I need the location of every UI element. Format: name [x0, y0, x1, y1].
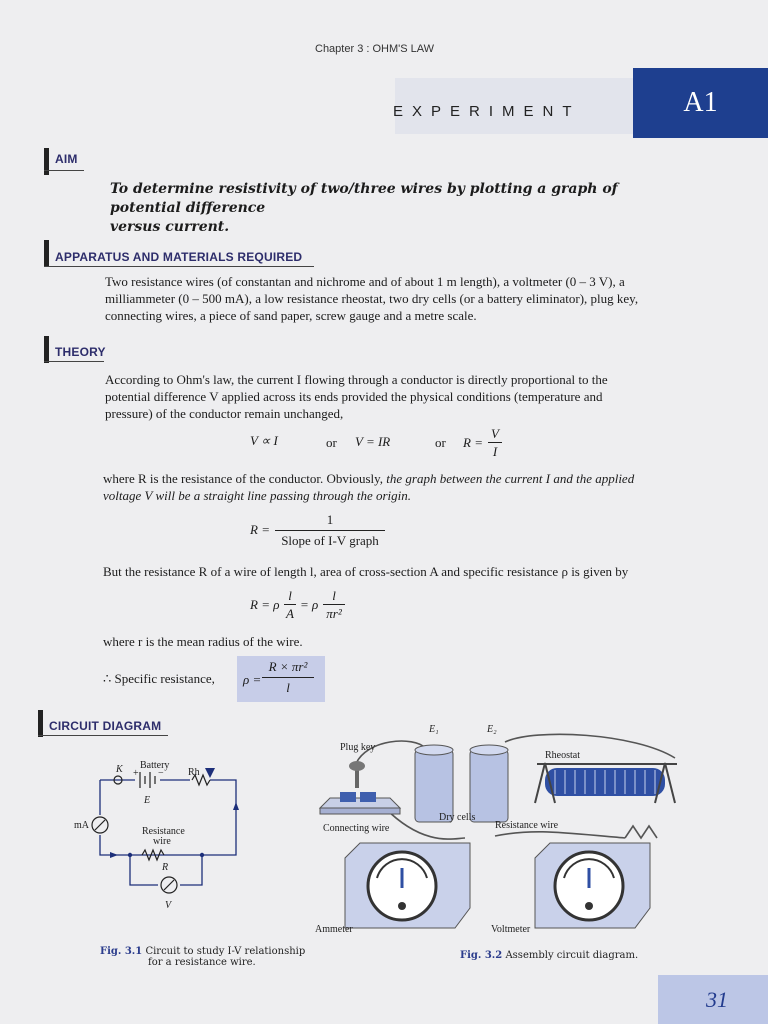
fraction-numerator: l [288, 588, 292, 603]
fraction-bar [275, 530, 385, 531]
aim-text [110, 180, 680, 237]
label-k: K [116, 764, 123, 775]
fraction-numerator: R × πr² [268, 659, 308, 674]
circuit-heading: CIRCUIT DIAGRAM [49, 719, 162, 733]
equation-resistance: R = ρ [250, 597, 280, 612]
experiment-label: EXPERIMENT [393, 103, 581, 120]
chapter-header: Chapter 3 : OHM'S LAW [315, 43, 435, 55]
figure-number: Fig. 3.2 [460, 950, 503, 961]
label-resistance: Resistance [142, 826, 185, 837]
theory-paragraph-2 [103, 470, 723, 504]
label-e: E [144, 795, 151, 806]
dry-cells [415, 745, 508, 822]
fraction-denominator: πr² [326, 606, 342, 621]
circuit-schematic [70, 750, 270, 910]
theory-paragraph-1 [105, 371, 720, 422]
page-number-tab [658, 975, 768, 1024]
fraction-denominator: Slope of I-V graph [281, 533, 379, 548]
label-dry-cells: Dry cells [439, 812, 476, 823]
equation-ohm: V = IR [355, 434, 391, 449]
label-ammeter: Ammeter [315, 924, 353, 935]
label-wire: wire [153, 836, 171, 847]
equation-proportional: V ∝ I [250, 433, 278, 448]
fraction-denominator: I [492, 444, 498, 459]
page-number: 31 [706, 987, 728, 1012]
aim-heading: AIM [55, 152, 78, 166]
fraction-denominator: A [286, 606, 294, 621]
apparatus-line: connecting wires, a piece of sand paper, screw gauge and a metre scale. [105, 308, 477, 323]
theory-italic-text: voltage V will be a straight line passing through the origin. [103, 488, 412, 503]
theory-text: where R is the resistance of the conductor. Obviously, [103, 471, 384, 486]
aim-line-2: versus current. [110, 219, 230, 235]
label-connecting-wire: Connecting wire [323, 823, 390, 834]
label-r: R [162, 862, 169, 873]
theory-heading: THEORY [55, 345, 106, 359]
equation-or: or [435, 435, 446, 450]
apparatus-text [105, 273, 725, 324]
specific-resistance-label: ∴ Specific resistance, [103, 671, 215, 686]
assembly-diagram [305, 718, 705, 938]
label-rheostat: Rheostat [545, 750, 580, 761]
figure-3-2-caption [460, 950, 638, 961]
theory-italic-text: the graph between the current I and the applied [386, 471, 635, 486]
plug-key [320, 761, 400, 814]
heading-underline [44, 170, 84, 171]
theory-line: potential difference V applied across its ends provided the physical conditions (temperature and [105, 389, 603, 404]
ammeter [345, 843, 470, 928]
caption-text: Assembly circuit diagram. [505, 950, 639, 961]
apparatus-line: Two resistance wires (of constantan and nichrome and of about 1 m length), a voltmeter (0 – 3 V), a [105, 274, 625, 289]
heading-underline [38, 735, 168, 736]
apparatus-line: milliammeter (0 – 500 mA), a low resistance rheostat, two dry cells (or a battery eliminator), plug key, [105, 291, 639, 306]
voltmeter [535, 843, 650, 928]
fraction-numerator: l [332, 588, 336, 603]
equation-or: or [326, 435, 337, 450]
theory-line: pressure) of the conductor remain unchanged, [105, 406, 344, 421]
fraction-bar [284, 604, 296, 605]
caption-text: for a resistance wire. [148, 957, 256, 968]
figure-3-1-caption [100, 946, 310, 968]
heading-underline [44, 361, 104, 362]
theory-paragraph-4: where r is the mean radius of the wire. [103, 634, 303, 649]
heading-underline [44, 266, 314, 267]
caption-text: Circuit to study I-V relationship [145, 946, 306, 957]
apparatus-heading: APPARATUS AND MATERIALS REQUIRED [55, 250, 303, 264]
label-battery: Battery [140, 760, 170, 771]
label-minus: − [158, 768, 164, 779]
fraction-numerator: 1 [326, 512, 334, 527]
label-voltmeter: Voltmeter [491, 924, 531, 935]
aim-line-1: To determine resistivity of two/three wires by plotting a graph of potential difference [110, 181, 618, 216]
theory-line: According to Ohm's law, the current I flowing through a conductor is directly proportional to the [105, 372, 608, 387]
label-plug-key: Plug key [340, 742, 376, 753]
label-e2: E₂ [487, 724, 497, 735]
figure-number: Fig. 3.1 [100, 946, 143, 957]
section-marker [44, 336, 49, 363]
label-ma: mA [74, 820, 89, 831]
label-e1: E₁ [429, 724, 439, 735]
theory-paragraph-3: But the resistance R of a wire of length l, area of cross-section A and specific resistance ρ is given by [103, 564, 629, 579]
equation-rho: ρ = [243, 672, 262, 687]
equation-r-lhs: R = [463, 435, 483, 450]
experiment-id-badge: A1 [633, 68, 768, 138]
fraction-denominator: l [286, 680, 290, 695]
label-v: V [165, 900, 172, 910]
fraction-bar [488, 442, 502, 443]
label-rh: Rh [188, 767, 200, 778]
label-plus: + [133, 768, 139, 779]
fraction-bar [323, 604, 345, 605]
label-resistance-wire: Resistance wire [495, 820, 559, 831]
fraction-bar [262, 677, 314, 678]
equation-r-lhs: R = [250, 522, 270, 537]
section-marker [44, 240, 49, 267]
section-marker [38, 710, 43, 737]
equation-resistance: = ρ [300, 597, 319, 612]
fraction-numerator: V [491, 426, 499, 441]
rheostat [535, 763, 677, 803]
